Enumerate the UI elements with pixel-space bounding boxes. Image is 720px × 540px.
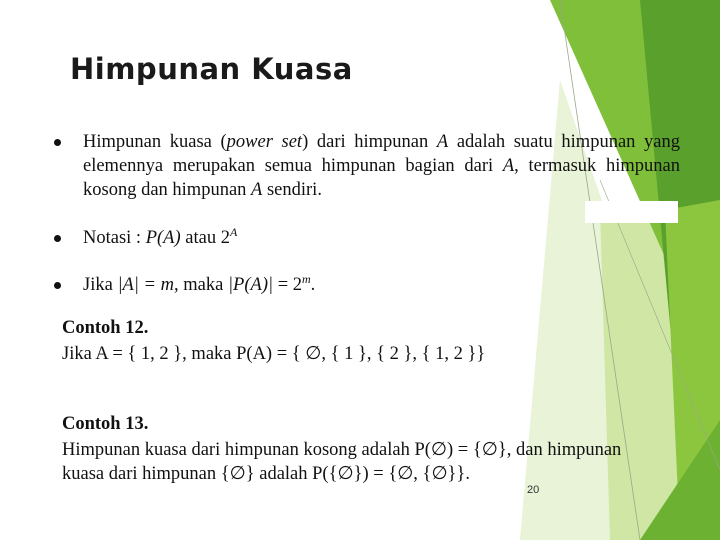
bullet-dot-icon (54, 235, 61, 242)
cardinality-text: Jika |A| = m, maka $|P(A)| = 2^m$. (83, 272, 316, 295)
example-13-heading: Contoh 13. (62, 414, 149, 434)
example-12-heading: Contoh 12. (62, 318, 149, 338)
page-number: 20 (527, 484, 540, 496)
slide-title: Himpunan Kuasa (70, 52, 353, 86)
definition-text: Himpunan kuasa (power set) dari himpunan A adalah suatu himpunan yang elemennya merupakan semua himpunan bagian dari A, termasuk himpunan kosong dan himpunan A sendiri. (83, 132, 680, 200)
example-13-text: Himpunan kuasa dari himpunan kosong adalah P(∅) = {∅}, dan himpunan kuasa dari himpunan {∅} adalah P({∅}) = {∅, {∅}}. (62, 440, 622, 484)
bullet-dot-icon (54, 282, 61, 289)
example-12-text: Jika A = { 1, 2 }, maka P(A) = { ∅, { 1 }, { 2 }, { 1, 2 }} (62, 344, 486, 364)
bullet-dot-icon (54, 139, 61, 146)
notation-text: Notasi : P(A) atau $2^A$ (83, 225, 238, 248)
